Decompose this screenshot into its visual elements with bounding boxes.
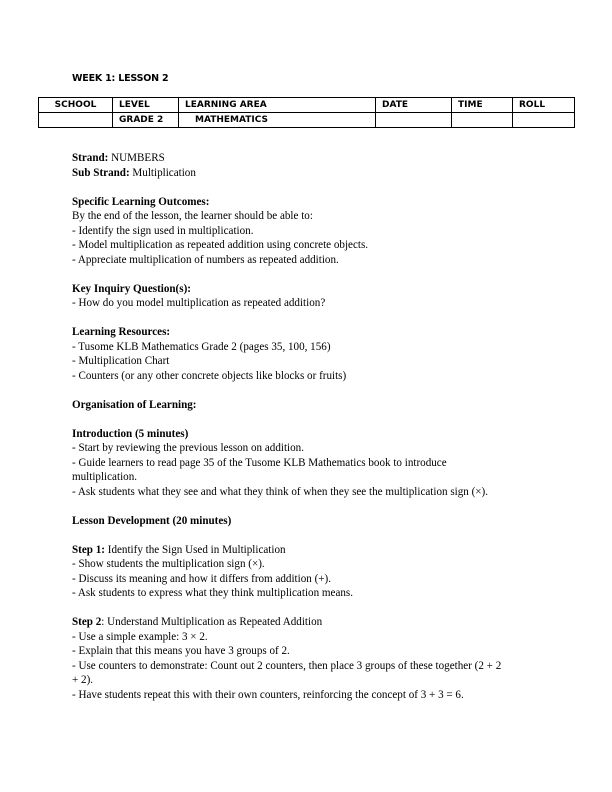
sub-strand-value: Multiplication (129, 166, 196, 179)
list-item: - Ask students what they see and what they think of when they see the multiplication sign (×). (72, 485, 489, 498)
outcomes-intro: By the end of the lesson, the learner should be able to: (72, 210, 313, 222)
strand-line (72, 151, 542, 166)
list-item: - Appreciate multiplication of numbers as repeated addition. (72, 253, 339, 266)
step2-label: Step 2 (72, 616, 102, 628)
cell-date (376, 113, 452, 128)
header-school: SCHOOL (39, 98, 113, 113)
list-item: - Multiplication Chart (72, 355, 170, 367)
list-item: - Have students repeat this with their own counters, reinforcing the concept of 3 + 3 = 6. (72, 688, 464, 701)
outcomes-heading (72, 195, 542, 210)
introduction-heading-text: Introduction (5 minutes) (72, 427, 189, 440)
list-item: - Guide learners to read page 35 of the Tusome KLB Mathematics book to introduce (72, 456, 447, 469)
organisation-heading-text: Organisation of Learning: (72, 398, 197, 411)
header-learning-area: LEARNING AREA (179, 98, 376, 113)
organisation-heading (72, 398, 542, 413)
list-item: - Tusome KLB Mathematics Grade 2 (pages 35, 100, 156) (72, 340, 331, 353)
lesson-info-table (38, 97, 575, 128)
strand-value: NUMBERS (108, 152, 165, 164)
strand-label: Strand: (72, 152, 109, 164)
cell-level: GRADE 2 (113, 113, 179, 128)
list-item: - Start by reviewing the previous lesson on addition. (72, 442, 305, 454)
header-time: TIME (452, 98, 513, 113)
step1-label: Step 1: (72, 543, 105, 556)
list-item: + 2). (72, 674, 94, 686)
resources-heading-text: Learning Resources: (72, 326, 171, 338)
step2-title: : Understand Multiplication as Repeated Addition (101, 616, 323, 628)
introduction-heading (72, 427, 542, 442)
step1-title: Identify the Sign Used in Multiplication (104, 543, 286, 556)
list-item: - Explain that this means you have 3 groups of 2. (72, 645, 290, 657)
inquiry-heading-text: Key Inquiry Question(s): (72, 282, 191, 295)
cell-school (39, 113, 113, 128)
sub-strand-label: Sub Strand: (72, 166, 130, 179)
header-date: DATE (376, 98, 452, 113)
list-item: - Use a simple example: 3 × 2. (72, 630, 208, 643)
cell-roll (513, 113, 575, 128)
list-item: - Counters (or any other concrete objects like blocks or fruits) (72, 369, 347, 382)
header-level: LEVEL (113, 98, 179, 113)
resources-heading (72, 325, 542, 340)
list-item: - Use counters to demonstrate: Count out 2 counters, then place 3 groups of these together (2 + 2 (72, 659, 502, 672)
inquiry-heading (72, 282, 542, 297)
list-item: - Discuss its meaning and how it differs from addition (+). (72, 572, 332, 585)
development-heading (72, 514, 542, 529)
list-item: - Identify the sign used in multiplication. (72, 224, 254, 237)
list-item: multiplication. (72, 471, 138, 483)
cell-time (452, 113, 513, 128)
cell-learning-area: MATHEMATICS (179, 113, 376, 128)
lesson-title: WEEK 1: LESSON 2 (72, 73, 169, 84)
table-header-row (39, 98, 575, 113)
step2-heading (72, 615, 542, 630)
list-item: - Show students the multiplication sign (×). (72, 558, 265, 570)
outcomes-heading-text: Specific Learning Outcomes: (72, 195, 210, 208)
list-item: - Ask students to express what they think multiplication means. (72, 587, 354, 599)
lesson-body (72, 151, 542, 702)
list-item: - Model multiplication as repeated addition using concrete objects. (72, 239, 369, 251)
list-item: - How do you model multiplication as repeated addition? (72, 297, 326, 309)
header-roll: ROLL (513, 98, 575, 113)
table-row (39, 113, 575, 128)
sub-strand-line (72, 166, 542, 181)
development-heading-text: Lesson Development (20 minutes) (72, 514, 232, 527)
step1-heading (72, 543, 542, 558)
